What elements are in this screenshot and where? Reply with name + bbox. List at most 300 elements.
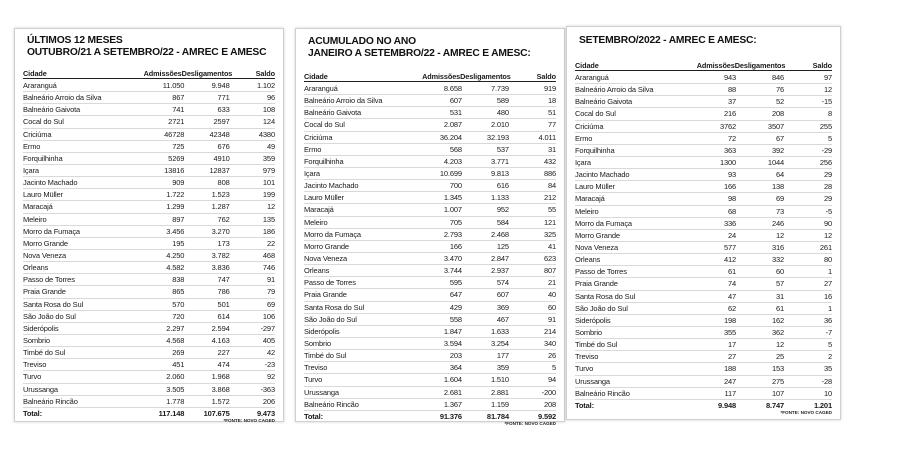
table-row: [575, 96, 832, 108]
cell-dismissals: 60: [775, 267, 785, 277]
table-row: [575, 181, 832, 193]
col-city-header: Cidade: [23, 69, 47, 78]
table-body: [304, 83, 556, 426]
table-panel-september: [566, 26, 841, 420]
col-dismissals-header: Desligamentos: [734, 61, 786, 70]
cell-admissions: 2.793: [443, 229, 462, 239]
cell-city: Lauro Müller: [23, 190, 63, 200]
cell-balance: 18: [547, 96, 557, 106]
cell-balance: -28: [821, 376, 832, 386]
cell-admissions: 451: [172, 360, 185, 370]
table-row: [23, 129, 275, 141]
cell-city: Maracajá: [575, 194, 605, 204]
panel-title: [308, 36, 531, 60]
table-row: [575, 266, 832, 278]
table-header: [23, 69, 275, 79]
cell-admissions: 429: [449, 302, 462, 312]
cell-balance: 77: [547, 120, 557, 130]
cell-dismissals: 208: [771, 109, 785, 119]
cell-dismissals: 173: [217, 238, 230, 248]
cell-dismissals: 1.572: [211, 396, 230, 406]
cell-admissions: 166: [449, 241, 462, 251]
table-row: [575, 339, 832, 351]
table-row: [304, 253, 556, 265]
cell-admissions: 198: [723, 315, 737, 325]
table-row: [23, 201, 275, 213]
cell-city: Nova Veneza: [304, 253, 347, 263]
cell-balance: 28: [823, 182, 832, 192]
cell-balance: 41: [547, 241, 557, 251]
cell-dismissals: 467: [496, 314, 509, 324]
cell-balance: 979: [262, 165, 275, 175]
cell-admissions: 98: [728, 194, 737, 204]
cell-dismissals: 2.468: [490, 229, 509, 239]
cell-dismissals: 2.937: [490, 266, 509, 276]
cell-balance: 91: [547, 314, 557, 324]
table-row: [23, 153, 275, 165]
cell-dismissals: 786: [217, 287, 230, 297]
cell-admissions: 11.050: [162, 81, 185, 90]
cell-admissions: 74: [728, 279, 737, 289]
cell-balance: 90: [823, 218, 832, 228]
table-row: [575, 157, 832, 169]
cell-admissions: 705: [449, 217, 462, 227]
cell-city: São João do Sul: [304, 314, 357, 324]
cell-admissions: 364: [449, 363, 462, 373]
col-admissions-header: Admissões: [143, 69, 182, 78]
table-body: [575, 72, 832, 415]
cell-balance: 101: [262, 178, 275, 188]
cell-dismissals: 42348: [209, 129, 230, 139]
table-row: [304, 362, 556, 374]
cell-admissions: 2.681: [443, 387, 462, 397]
cell-admissions: 3.470: [443, 253, 462, 263]
cell-city: Ermo: [23, 141, 41, 151]
total-admissions: 117.148: [158, 408, 185, 418]
cell-admissions: 203: [449, 351, 462, 361]
table-row: [304, 180, 556, 192]
cell-dismissals: 2.010: [490, 120, 509, 130]
table-row: [23, 384, 275, 396]
cell-admissions: 72: [728, 133, 737, 143]
cell-balance: -5: [825, 206, 832, 216]
cell-city: Cocal do Sul: [575, 109, 616, 119]
table-row: [304, 338, 556, 350]
cell-dismissals: 676: [217, 141, 230, 151]
cell-admissions: 558: [449, 314, 462, 324]
cell-city: São João do Sul: [575, 303, 628, 313]
panel-title: [27, 35, 266, 59]
table-row: [23, 165, 275, 177]
col-admissions-header: Admissões: [422, 72, 461, 81]
table-row: [304, 314, 556, 326]
cell-city: Balneário Arroio da Silva: [575, 85, 654, 95]
cell-dismissals: 61: [775, 303, 785, 313]
cell-dismissals: 52: [775, 97, 785, 107]
cell-dismissals: 574: [496, 278, 509, 288]
cell-admissions: 3.744: [443, 266, 462, 276]
cell-dismissals: 12837: [209, 165, 230, 175]
table-row: [23, 359, 275, 371]
cell-city: Urussanga: [23, 384, 58, 394]
cell-admissions: 166: [723, 182, 737, 192]
cell-city: Araranguá: [23, 81, 57, 90]
table-row: [304, 83, 556, 95]
cell-dismissals: 125: [496, 241, 509, 251]
cell-dismissals: 177: [496, 351, 509, 361]
cell-balance: -23: [264, 360, 275, 370]
table-row: [23, 80, 275, 92]
table-body: [23, 80, 275, 423]
cell-admissions: 725: [172, 141, 185, 151]
cell-balance: 5: [827, 133, 832, 143]
cell-balance: 468: [262, 250, 275, 260]
cell-dismissals: 1.633: [490, 326, 509, 336]
cell-balance: 21: [547, 278, 557, 288]
table-header: [304, 72, 556, 82]
table-row: [304, 277, 556, 289]
cell-balance: 60: [547, 302, 557, 312]
table-row: [304, 350, 556, 362]
table-row: [23, 92, 275, 104]
cell-city: Timbé do Sul: [575, 340, 618, 350]
source-note: *FONTE: NOVO CAGED: [780, 409, 832, 415]
cell-city: Treviso: [304, 363, 328, 373]
cell-city: São João do Sul: [23, 311, 76, 321]
cell-city: Jacinto Machado: [23, 178, 78, 188]
total-label: Total:: [304, 411, 323, 421]
cell-balance: 807: [543, 266, 557, 276]
cell-admissions: 412: [723, 255, 737, 265]
source-note: *FONTE: NOVO CAGED: [223, 417, 275, 423]
cell-city: Meleiro: [575, 206, 599, 216]
table-row: [575, 376, 832, 388]
cell-city: Santa Rosa do Sul: [23, 299, 83, 309]
cell-city: Maracajá: [23, 202, 53, 212]
cell-admissions: 897: [172, 214, 185, 224]
table-row: [304, 289, 556, 301]
title-line-1: SETEMBRO/2022 - AMREC E AMESC:: [579, 35, 757, 46]
cell-dismissals: 771: [217, 93, 230, 103]
table-row: [23, 299, 275, 311]
cell-balance: 4380: [258, 129, 275, 139]
cell-dismissals: 332: [771, 255, 785, 265]
cell-admissions: 88: [728, 85, 737, 95]
cell-admissions: 741: [172, 105, 185, 115]
cell-city: Criciúma: [304, 132, 333, 142]
cell-dismissals: 952: [496, 205, 509, 215]
cell-admissions: 943: [723, 73, 737, 82]
table-row: [23, 250, 275, 262]
total-admissions: 9.948: [718, 400, 737, 410]
table-row: [575, 315, 832, 327]
cell-dismissals: 31: [775, 291, 785, 301]
cell-admissions: 1.345: [443, 193, 462, 203]
table-row: [575, 351, 832, 363]
cell-balance: 49: [266, 141, 275, 151]
cell-city: Jacinto Machado: [304, 181, 359, 191]
cell-city: Forquilhinha: [23, 153, 63, 163]
cell-city: Morro da Fumaça: [304, 229, 361, 239]
cell-dismissals: 1.133: [490, 193, 509, 203]
col-admissions-header: Admissões: [696, 61, 735, 70]
cell-dismissals: 4.163: [211, 335, 230, 345]
cell-balance: 94: [547, 375, 557, 385]
cell-admissions: 117: [724, 388, 737, 398]
cell-city: Balneário Rincão: [23, 396, 78, 406]
cell-admissions: 3.456: [166, 226, 185, 236]
cell-balance: 91: [266, 275, 275, 285]
col-dismissals-header: Desligamentos: [181, 69, 233, 78]
table-row: [304, 229, 556, 241]
cell-balance: 22: [266, 238, 275, 248]
table-row: [304, 132, 556, 144]
cell-admissions: 1.847: [443, 326, 462, 336]
cell-city: Orleans: [304, 266, 330, 276]
cell-city: Morro Grande: [304, 241, 349, 251]
cell-dismissals: 2597: [213, 117, 230, 127]
cell-admissions: 647: [449, 290, 462, 300]
cell-dismissals: 480: [496, 108, 509, 118]
table-row: [23, 238, 275, 250]
cell-city: Siderópolis: [23, 323, 59, 333]
table-row: [304, 387, 556, 399]
cell-admissions: 8.658: [443, 84, 462, 93]
cell-city: Timbé do Sul: [304, 351, 347, 361]
cell-dismissals: 1.159: [490, 399, 509, 409]
cell-city: Treviso: [23, 360, 47, 370]
cell-admissions: 3.594: [443, 338, 462, 348]
cell-dismissals: 3507: [767, 121, 785, 131]
cell-city: Forquilhinha: [575, 145, 615, 155]
table-row: [304, 217, 556, 229]
cell-balance: 124: [262, 117, 275, 127]
total-balance: 9.473: [256, 408, 275, 418]
total-balance: 9.592: [537, 411, 557, 421]
table-panel-12-months: [14, 28, 284, 422]
cell-balance: 135: [262, 214, 275, 224]
cell-balance: 2: [827, 352, 832, 362]
cell-dismissals: 7.739: [490, 84, 509, 93]
cell-city: Morro Grande: [575, 230, 620, 240]
cell-city: Criciúma: [575, 121, 604, 131]
cell-city: Passo de Torres: [304, 278, 356, 288]
table-row: [304, 119, 556, 131]
cell-admissions: 3762: [719, 121, 737, 131]
cell-balance: 5: [827, 340, 832, 350]
cell-admissions: 37: [728, 97, 737, 107]
col-balance-header: Saldo: [255, 69, 276, 78]
cell-admissions: 47: [728, 291, 737, 301]
cell-dismissals: 9.948: [211, 81, 230, 90]
cell-balance: 623: [543, 253, 557, 263]
cell-dismissals: 392: [771, 145, 785, 155]
cell-city: Ermo: [304, 144, 322, 154]
cell-dismissals: 3.782: [211, 250, 230, 260]
cell-city: Içara: [304, 168, 320, 178]
total-label: Total:: [575, 400, 594, 410]
cell-dismissals: 316: [771, 242, 785, 252]
table-header: [575, 61, 832, 71]
total-dismissals: 8.747: [765, 400, 785, 410]
cell-city: Jacinto Machado: [575, 170, 630, 180]
cell-balance: 55: [547, 205, 557, 215]
cell-city: Nova Veneza: [575, 242, 618, 252]
cell-balance: 106: [262, 311, 275, 321]
cell-balance: -7: [825, 327, 832, 337]
cell-dismissals: 4910: [213, 153, 230, 163]
cell-balance: 325: [543, 229, 557, 239]
table-row: [575, 72, 832, 84]
cell-balance: 31: [547, 144, 557, 154]
cell-admissions: 269: [172, 348, 185, 358]
table-row: [575, 121, 832, 133]
cell-dismissals: 12: [775, 340, 785, 350]
table-row: [23, 286, 275, 298]
cell-admissions: 2.297: [166, 323, 185, 333]
cell-admissions: 3.505: [166, 384, 185, 394]
table-row: [23, 274, 275, 286]
cell-admissions: 1.778: [166, 396, 185, 406]
cell-dismissals: 1044: [767, 157, 785, 167]
cell-city: Maracajá: [304, 205, 334, 215]
cell-city: Turvo: [23, 372, 42, 382]
cell-admissions: 1.722: [166, 190, 185, 200]
cell-dismissals: 107: [771, 388, 785, 398]
table-row: [575, 254, 832, 266]
source-note: *FONTE: NOVO CAGED: [504, 420, 556, 426]
cell-city: Cocal do Sul: [23, 117, 64, 127]
cell-balance: 80: [823, 255, 832, 265]
cell-dismissals: 2.847: [490, 253, 509, 263]
cell-admissions: 577: [723, 242, 737, 252]
cell-balance: 96: [266, 93, 275, 103]
cell-balance: 121: [543, 217, 557, 227]
cell-city: Ermo: [575, 133, 593, 143]
cell-balance: 40: [547, 290, 557, 300]
cell-dismissals: 57: [775, 279, 785, 289]
cell-balance: 1: [827, 267, 832, 277]
cell-dismissals: 138: [771, 182, 785, 192]
cell-dismissals: 359: [496, 363, 509, 373]
cell-admissions: 720: [172, 311, 185, 321]
table-row: [23, 141, 275, 153]
cell-balance: -15: [821, 97, 832, 107]
title-line-1: ACUMULADO NO ANO: [308, 36, 416, 47]
total-dismissals: 81.784: [486, 411, 509, 421]
cell-admissions: 4.568: [166, 335, 185, 345]
cell-balance: 12: [823, 85, 832, 95]
cell-admissions: 61: [728, 267, 737, 277]
table-row: [575, 291, 832, 303]
table-row: [304, 107, 556, 119]
cell-balance: 29: [823, 194, 832, 204]
cell-admissions: 1.367: [443, 399, 462, 409]
cell-balance: 5: [551, 363, 557, 373]
total-balance: 1.201: [813, 400, 832, 410]
cell-dismissals: 369: [496, 302, 509, 312]
cell-admissions: 1.299: [166, 202, 185, 212]
table-row: [304, 374, 556, 386]
table-row: [575, 108, 832, 120]
cell-dismissals: 1.510: [490, 375, 509, 385]
cell-admissions: 568: [449, 144, 462, 154]
cell-dismissals: 153: [771, 364, 785, 374]
table-row: [304, 204, 556, 216]
table-row: [304, 399, 556, 411]
cell-balance: 206: [262, 396, 275, 406]
table-row: [304, 95, 556, 107]
cell-balance: 256: [819, 157, 832, 167]
cell-city: Lauro Müller: [575, 182, 615, 192]
cell-city: Araranguá: [575, 73, 609, 82]
cell-admissions: 595: [449, 278, 462, 288]
cell-dismissals: 32.193: [486, 132, 509, 142]
cell-dismissals: 501: [217, 299, 230, 309]
table-row: [304, 241, 556, 253]
cell-admissions: 2.060: [166, 372, 185, 382]
cell-admissions: 27: [728, 352, 737, 362]
table-row: [304, 192, 556, 204]
cell-admissions: 700: [449, 181, 462, 191]
cell-balance: 212: [543, 193, 557, 203]
table-row: [23, 262, 275, 274]
cell-dismissals: 537: [496, 144, 509, 154]
cell-city: Santa Rosa do Sul: [304, 302, 364, 312]
cell-city: Turvo: [304, 375, 323, 385]
table-row: [23, 371, 275, 383]
cell-dismissals: 1.287: [211, 202, 230, 212]
cell-balance: 432: [543, 156, 557, 166]
cell-city: Meleiro: [304, 217, 328, 227]
table-row: [23, 323, 275, 335]
cell-balance: 340: [543, 338, 557, 348]
table-row: [575, 327, 832, 339]
cell-balance: 8: [827, 109, 832, 119]
col-balance-header: Saldo: [536, 72, 557, 81]
table-row: [575, 145, 832, 157]
cell-balance: 359: [262, 153, 275, 163]
cell-balance: 261: [819, 242, 832, 252]
cell-city: Criciúma: [23, 129, 52, 139]
table-row: [575, 193, 832, 205]
cell-city: Meleiro: [23, 214, 47, 224]
cell-dismissals: 589: [496, 96, 509, 106]
cell-dismissals: 474: [217, 360, 230, 370]
cell-balance: 69: [266, 299, 275, 309]
cell-balance: 12: [823, 230, 832, 240]
cell-balance: 35: [823, 364, 832, 374]
cell-balance: 42: [266, 348, 275, 358]
cell-admissions: 62: [728, 303, 737, 313]
cell-admissions: 17: [728, 340, 737, 350]
table-row: [23, 214, 275, 226]
cell-balance: 4.011: [538, 132, 557, 142]
cell-city: Passo de Torres: [575, 267, 627, 277]
cell-balance: 405: [262, 335, 275, 345]
cell-balance: 92: [266, 372, 275, 382]
cell-city: Morro Grande: [23, 238, 68, 248]
cell-admissions: 1.007: [443, 205, 462, 215]
cell-city: Balneário Arroio da Silva: [304, 96, 383, 106]
cell-admissions: 4.250: [166, 250, 185, 260]
cell-city: Orleans: [575, 255, 601, 265]
table-row: [23, 335, 275, 347]
cell-balance: 36: [823, 315, 832, 325]
cell-balance: 27: [823, 279, 832, 289]
cell-city: Içara: [23, 165, 39, 175]
cell-admissions: 195: [172, 238, 185, 248]
